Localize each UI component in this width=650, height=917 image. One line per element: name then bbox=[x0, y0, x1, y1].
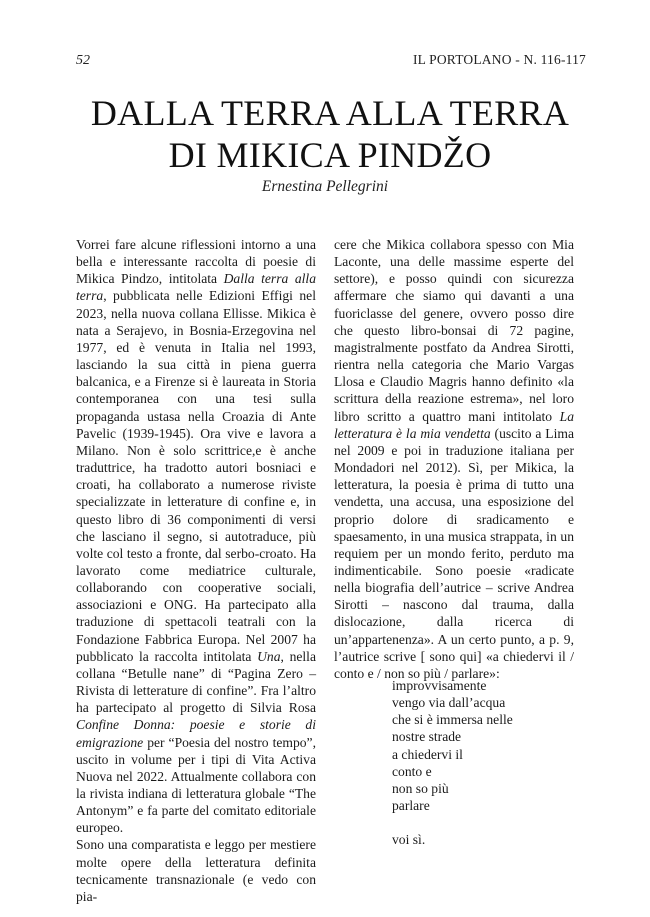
poem-line: a chiedervi il bbox=[392, 746, 463, 762]
paragraph-comparatist: Sono una comparatista e leggo per mestiere molte opere della letteratura definita tecnicamente transnazionale (e vedo con pia- bbox=[76, 837, 316, 904]
page-number: 52 bbox=[76, 53, 90, 68]
poem-line: conto e bbox=[392, 763, 432, 779]
poem-line: parlare bbox=[392, 798, 430, 814]
poem-line: che si è immersa nelle bbox=[392, 712, 513, 728]
text-run: , nella collana “Betulle nane” di “Pagina Zero – Rivista di letterature di confine”. Fra l’altro ha partecipato al progetto di Silvia Rosa bbox=[76, 648, 316, 716]
journal-issue: IL PORTOLANO - N. 116-117 bbox=[412, 52, 586, 67]
running-head bbox=[76, 52, 586, 69]
paragraph-continued bbox=[334, 236, 574, 682]
right-column bbox=[334, 236, 574, 682]
book-title: Dalla terra alla terra bbox=[76, 271, 316, 304]
poem-line: vengo via dall’acqua bbox=[392, 695, 506, 711]
poem-quote bbox=[392, 677, 513, 849]
stanza-break bbox=[392, 814, 513, 831]
poem-line: improvvisamente bbox=[392, 678, 487, 693]
book-title: Una bbox=[257, 648, 281, 664]
article-title bbox=[40, 92, 620, 176]
paragraph-intro bbox=[76, 236, 316, 836]
poem-closing-line: voi sì. bbox=[392, 832, 426, 848]
poem-line: nostre strade bbox=[392, 729, 462, 745]
title-line-2: DI MIKICA PINDŽO bbox=[168, 135, 492, 175]
title-line-1: DALLA TERRA ALLA TERRA bbox=[90, 93, 570, 133]
book-title: La letteratura è la mia vendetta bbox=[334, 408, 574, 441]
left-column bbox=[76, 236, 316, 905]
project-title: Confine Donna: poesie e storie di emigrazione bbox=[76, 717, 316, 750]
text-run: , pubblicata nelle Edizioni Effigi nel 2023, nella nuova collana Ellisse. Mikica è nata a Serajevo, in Bosnia-Erzegovina nel 1977, ed è venuta in Italia nel 1993, lasciando la sua città in piena guerra balcanica, e a Firenze si è laureata in Storia contemporanea con una tesi sulla propaganda ustasa nella Croazia di Ante Pavelic (1939-1945). Ora vive e lavora a Milano. Non è solo scrittrice,e è anche traduttrice, ha tradotto autori bosniaci e croati, ha collaborato a numerose riviste specializzate in letterature di confine e, in questo libro di 36 componimenti di versi che lasciano il segno, si autotraduce, più volte col testo a fronte, dal serbo-croato. Ha lavorato come mediatrice culturale, collaborando con cooperative sociali, associazioni e ONG. Ha partecipato alla traduzione di spettacoli teatrali con la Fondazione Fabbrica Europa. Nel 2007 ha pubblicato la raccolta intitolata bbox=[76, 288, 316, 664]
text-run: cere che Mikica collabora spesso con Mia Laconte, una delle massime esperte del settore), e posso quindi con sicurezza affermare che siamo qui davanti a una fuoriclasse del genere, ovvero posso dire che questo libro-bonsai di 72 pagine, magistralmente postfato da Andrea Sirotti, rientra nella categoria che Mario Vargas Llosa e Claudio Magris hanno definito «la scrittura della reazione estrema», nel loro libro scritto a quattro mani intitolato bbox=[334, 237, 574, 424]
article-author: Ernestina Pellegrini bbox=[261, 178, 389, 195]
text-run: Vorrei fare alcune riflessioni intorno a una bella e interessante raccolta di poesie di Mikica Pindzo, intitolata bbox=[76, 237, 316, 287]
text-run: per “Poesia del nostro tempo”, uscito in volume per i tipi di Vita Activa Nuova nel 2022. Attualmente collabora con la rivista indiana di letteratura globale “The Antonym” e fa parte del comitato editoriale europeo. bbox=[76, 734, 316, 836]
poem-line: non so più bbox=[392, 780, 449, 796]
text-run: (uscito a Lima nel 2009 e poi in traduzione italiana per Mondadori nel 2012). Sì, per Mikica, la letteratura, la poesia è prima di tutto una vendetta, una accusa, una esposizione del proprio dolore di sradicamento e spaesamento, in una musica strappata, in un requiem per un mondo ferito, perduto ma indimenticabile. Sono poesie «radicate nella biografia dell’autrice – scrive Andrea Sirotti – nascono dal trauma, dalla dislocazione, dalla ricerca di un’appartenenza». A un certo punto, a p. 9, l’autrice scrive [ sono qui] «a chiedervi il / conto e / non so più / parlare»: bbox=[334, 425, 574, 681]
